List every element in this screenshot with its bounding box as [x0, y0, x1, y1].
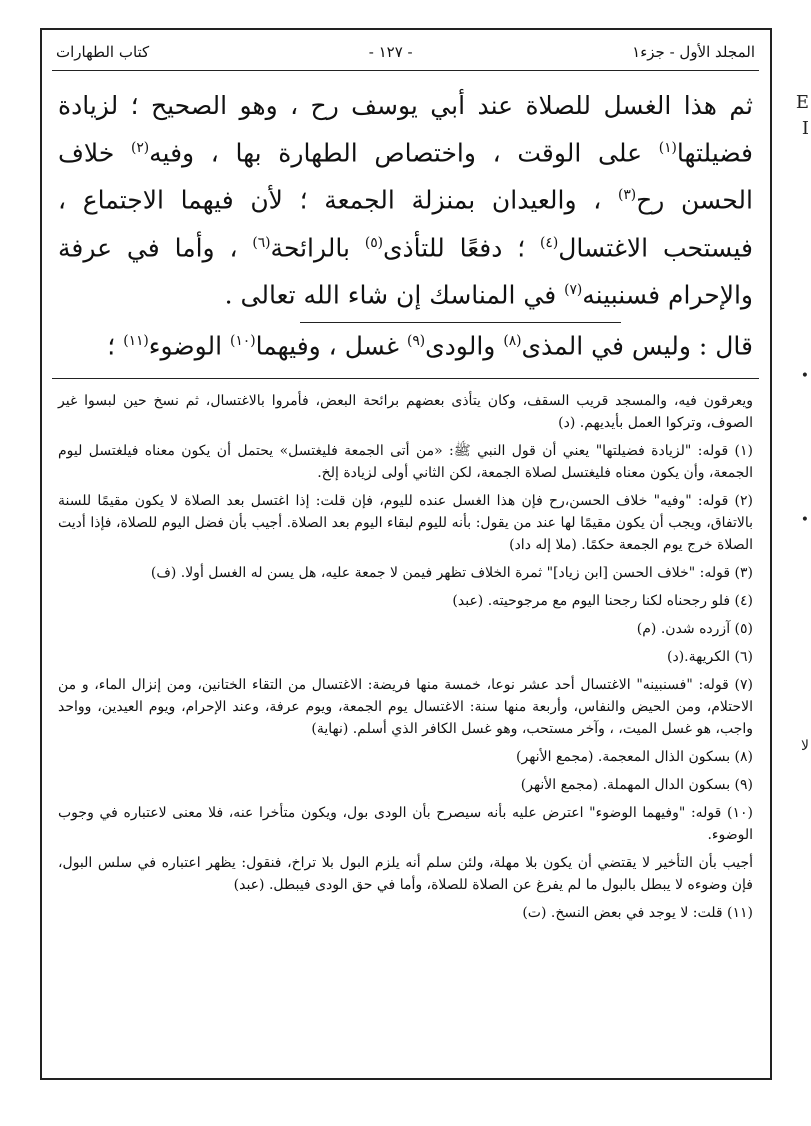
page-number: - ١٢٧ - [368, 43, 413, 61]
footnote: (١١) قلت: لا يوجد في بعض النسخ. (ت) [522, 905, 753, 921]
footnote-separator [52, 378, 759, 379]
footnote: (١) قوله: "لزيادة فضيلتها" يعني أن قول النبي ﷺ: «من أتى الجمعة فليغتسل» يحتمل أن يكون معناه فيلغتسل ليوم الجمعة، وأن يكون معناه فليغتسل لصلاة الجمعة، لكن الثاني أولى لزيادة إلخ. [58, 443, 753, 481]
footnote: (١٠) قوله: "وفيهما الوضوء" اعترض عليه بأنه سيصرح بأن الودى بول، ويكون متأخرا عنه، فلا معنى لاعتباره في وجوب الوضوء. [58, 805, 753, 843]
page-header [56, 38, 755, 66]
footnote: (٨) بسكون الذال المعجمة. (مجمع الأنهر) [516, 749, 753, 765]
footnotes [58, 390, 753, 930]
main-paragraph: ثم هذا الغسل للصلاة عند أبي يوسف رح ، وهو الصحيح ؛ لزيادة فضيلتها$^{(١)}$ على الوقت ، واختصاص الطهارة بها ، وفيه$^{(٢)}$ خلاف الحسن رح$^{(٣)}$ ، والعيدان بمنزلة الجمعة ؛ لأن فيهما الاجتماع ، فيستحب الاغتسال$^{(٤)}$ ؛ دفعًا للتأذى$^{(٥)}$ بالرائحة$^{(٦)}$ ، وأما في عرفة والإحرام فسنبينه$^{(٧)}$ في المناسك إن شاء الله تعالى . [58, 91, 754, 310]
footnote-ref: (٥) [364, 234, 383, 251]
footnote: (٢) قوله: "وفيه" خلاف الحسن،رح فإن هذا الغسل عنده لليوم، فإن قلت: إذا اغتسل بعد الصلاة لا يكون مقيمًا للسنة بالاتفاق، ويجب أن يكون مقيمًا لها عند من يقول: بأنه لليوم لبقاء اليوم بعد الصلاة. أجيب بأن فضل اليوم للصلاة، فإذا أديت الصلاة خرج يوم الجمعة حكمًا. (ملا إله داد) [58, 493, 753, 553]
volume-label: المجلد الأول - جزء١ [632, 43, 755, 61]
footnote: (٩) بسكون الدال المهملة. (مجمع الأنهر) [520, 777, 753, 793]
main-text [58, 84, 753, 316]
footnote: (٣) قوله: "خلاف الحسن [ابن زياد]" ثمرة الخلاف تظهر فيمن لا جمعة عليه، هل يسن له الغسل أولا. (ف) [150, 565, 753, 581]
edge-mark: • [800, 512, 809, 528]
footnote-ref: (١١) [123, 333, 149, 349]
footnote: (٦) الكريهة.(د) [667, 649, 753, 665]
footnote-ref: (٤) [540, 234, 559, 251]
footnote: (٧) قوله: "فسنبينه" الاغتسال أحد عشر نوعا، خمسة منها فريضة: الاغتسال من التقاء الختانين، ومن إنزال الماء، و من الاحتلام، ومن الحيض والنفاس، وأربعة منها سنة: الاغتسال يوم الجمعة، ويوم عرفة، وعند الإحرام، ويوم العيدين، وواحد واجب، هو غسل الميت، ، وآخر مستحب، وهو غسل الكافر الذي أسلم. (نهاية) [58, 677, 753, 737]
edge-mark: I [801, 118, 809, 139]
qala-line: قال : وليس في المذى$^{(٨)}$ والودى$^{(٩)}$ غسل ، وفيهما$^{(١٠)}$ الوضوء$^{(١١)}$ ؛ [107, 331, 753, 361]
footnote-ref: (١٠) [230, 333, 256, 349]
footnote-ref: (١) [658, 140, 677, 156]
footnote-ref: (٦) [252, 234, 271, 251]
footnote-ref: (٢) [130, 140, 150, 156]
header-rule [52, 70, 759, 71]
edge-mark: • [800, 368, 809, 384]
footnote-ref: (٧) [564, 281, 583, 298]
footnote: أجيب بأن التأخير لا يقتضي أن يكون بلا مهلة، ولئن سلم أنه يلزم البول بلا تراخ، فنقول: يظهر اعتباره في سلس البول، فإن وضوءه لا يبطل بالبول ما لم يفرغ عن الصلاة للصلاة، وأما في حق الودى فيبطل. (عبد) [58, 855, 753, 893]
footnote: ويعرقون فيه، والمسجد قريب السقف، وكان يتأذى بعضهم برائحة البعض، فأمروا بالاغتسال، ثم نسخ حين لبسوا غير الصوف، وتركوا العمل بأيديهم. (د) [58, 393, 753, 431]
footnote: (٤) فلو رجحناه لكنا رجحنا اليوم مع مرجوحيته. (عبد) [452, 593, 753, 609]
edge-mark: E [795, 92, 809, 113]
edge-mark: ﻻ [801, 738, 809, 754]
footnote: (٥) آزرده شدن. (م) [636, 621, 753, 637]
footnote-ref: (٩) [406, 333, 426, 349]
book-title: كتاب الطهارات [56, 43, 150, 61]
footnote-ref: (٣) [617, 187, 637, 204]
footnote-ref: (٨) [503, 333, 522, 349]
